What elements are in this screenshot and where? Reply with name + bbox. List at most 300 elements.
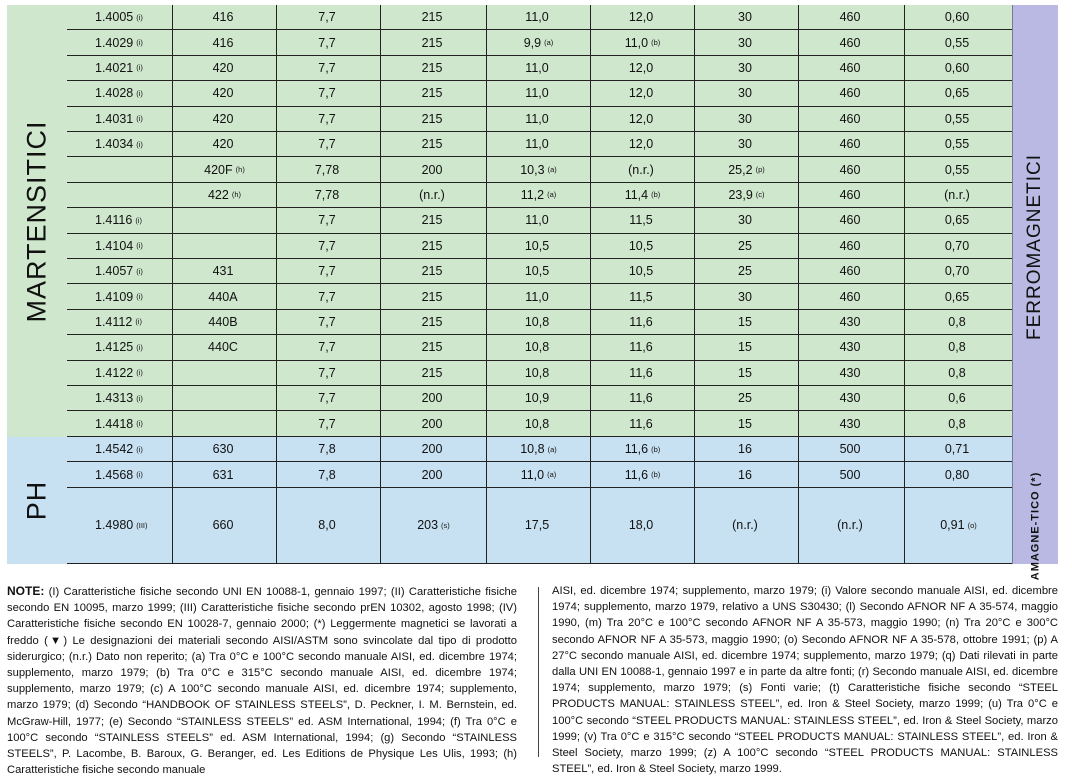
cell-value: 11,0 xyxy=(520,467,545,482)
magnetic-label-ferromagnetici: FERROMAGNETICI xyxy=(1012,5,1058,488)
cell-value: 7,7 xyxy=(318,340,336,355)
cell-value: 460 xyxy=(839,162,861,177)
cell-value: 420 xyxy=(212,137,234,152)
cell-value: 460 xyxy=(839,111,861,126)
cell-value: 0,60 xyxy=(944,60,970,75)
cell-value: 10,5 xyxy=(524,238,550,253)
cell-note-ref: (i) xyxy=(136,63,143,73)
cell-value: 215 xyxy=(421,86,443,101)
expansion-100-cell xyxy=(487,157,591,181)
aisi-cell xyxy=(173,462,277,487)
grade-cell xyxy=(67,437,173,462)
specific-heat-cell xyxy=(799,437,905,462)
table-row xyxy=(67,284,1012,309)
cell-note-ref: (i) xyxy=(136,470,143,480)
cell-value: 25,2 xyxy=(728,162,753,177)
cell-value: 1.4104 xyxy=(95,238,134,253)
cell-value: 7,7 xyxy=(318,137,336,152)
cell-value: 10,9 xyxy=(524,391,550,406)
cell-value: 460 xyxy=(839,213,861,228)
grade-cell xyxy=(67,310,173,334)
grade-cell xyxy=(67,335,173,359)
cell-value: 11,6 xyxy=(629,416,653,431)
group-label-ph: PH xyxy=(7,437,68,564)
expansion-100-cell xyxy=(487,411,591,435)
grade-cell xyxy=(67,361,173,385)
density-cell xyxy=(277,411,381,435)
expansion-315-cell xyxy=(591,56,695,80)
table-row xyxy=(67,437,1012,463)
cell-value: 10,3 xyxy=(520,162,545,177)
resistivity-cell xyxy=(905,437,1012,462)
density-cell xyxy=(277,107,381,131)
cell-value: 422 xyxy=(207,187,229,202)
cell-value: 420F xyxy=(204,162,233,177)
cell-value: 460 xyxy=(839,35,861,50)
cell-note-ref: (i) xyxy=(136,241,143,251)
cell-note-ref: (a) xyxy=(547,470,557,480)
expansion-100-cell xyxy=(487,234,591,258)
cell-value: 7,7 xyxy=(318,289,336,304)
cell-value: 7,7 xyxy=(318,264,336,279)
cell-value: 11,6 xyxy=(624,442,649,457)
table-row xyxy=(67,386,1012,411)
grade-cell xyxy=(67,259,173,283)
aisi-cell xyxy=(173,234,277,258)
resistivity-cell xyxy=(905,361,1012,385)
expansion-100-cell xyxy=(487,132,591,156)
cell-value: 7,7 xyxy=(318,416,336,431)
cell-note-ref: (i) xyxy=(136,114,143,124)
density-cell xyxy=(277,259,381,283)
density-cell xyxy=(277,284,381,308)
table-row xyxy=(67,259,1012,284)
cell-value: (n.r.) xyxy=(732,518,758,533)
expansion-100-cell xyxy=(487,5,591,29)
conductivity-cell xyxy=(695,335,799,359)
cell-note-ref: (i) xyxy=(136,368,143,378)
cell-value: 420 xyxy=(212,86,234,101)
modulus-cell xyxy=(381,208,487,232)
conductivity-cell xyxy=(695,361,799,385)
cell-value: 1.4122 xyxy=(95,365,134,380)
resistivity-cell xyxy=(905,259,1012,283)
magnetic-label-amagnetico: AMAGNE-TICO (*) xyxy=(1012,488,1058,564)
cell-value: 631 xyxy=(212,467,234,482)
specific-heat-cell xyxy=(799,132,905,156)
cell-note-ref: (i) xyxy=(136,12,143,22)
cell-value: 17,5 xyxy=(524,518,550,533)
cell-value: 0,91 xyxy=(940,518,965,533)
cell-value: 7,7 xyxy=(318,238,336,253)
resistivity-cell xyxy=(905,5,1012,29)
resistivity-cell xyxy=(905,208,1012,232)
cell-value: 500 xyxy=(839,442,861,457)
cell-value: 0,8 xyxy=(948,365,966,380)
cell-value: 7,7 xyxy=(318,35,336,50)
resistivity-cell xyxy=(905,462,1012,487)
cell-value: 11,0 xyxy=(525,60,549,75)
expansion-100-cell xyxy=(487,183,591,207)
cell-value: 1.4029 xyxy=(95,35,134,50)
cell-value: 215 xyxy=(421,264,443,279)
cell-value: 30 xyxy=(738,137,752,152)
table-row xyxy=(67,157,1012,182)
specific-heat-cell xyxy=(799,462,905,487)
specific-heat-cell xyxy=(799,30,905,54)
cell-value: 430 xyxy=(839,340,861,355)
cell-value: 1.4005 xyxy=(95,10,134,25)
grade-cell xyxy=(67,386,173,410)
grade-cell xyxy=(67,157,173,181)
expansion-100-cell xyxy=(487,462,591,487)
aisi-cell xyxy=(173,284,277,308)
expansion-315-cell xyxy=(591,208,695,232)
cell-value: 1.4418 xyxy=(95,416,134,431)
cell-value: 7,8 xyxy=(318,467,336,482)
modulus-cell xyxy=(381,183,487,207)
cell-value: 200 xyxy=(421,442,443,457)
density-cell xyxy=(277,234,381,258)
cell-note-ref: (p) xyxy=(755,165,765,175)
grade-cell xyxy=(67,107,173,131)
expansion-315-cell xyxy=(591,234,695,258)
cell-value: 460 xyxy=(839,264,861,279)
table-row xyxy=(67,56,1012,81)
cell-note-ref: (III) xyxy=(136,520,148,530)
conductivity-cell xyxy=(695,81,799,105)
table-row xyxy=(67,183,1012,208)
cell-value: 11,0 xyxy=(525,213,549,228)
cell-note-ref: (i) xyxy=(136,419,143,429)
cell-value: 11,6 xyxy=(629,365,653,380)
density-cell xyxy=(277,361,381,385)
cell-value: 0,80 xyxy=(944,467,970,482)
expansion-315-cell xyxy=(591,5,695,29)
cell-value: 23,9 xyxy=(728,187,753,202)
cell-value: 660 xyxy=(212,518,234,533)
aisi-cell xyxy=(173,81,277,105)
conductivity-cell xyxy=(695,259,799,283)
cell-value: 11,5 xyxy=(629,289,653,304)
cell-value: 1.4021 xyxy=(95,60,134,75)
cell-value: 1.4980 xyxy=(95,518,134,533)
cell-value: 9,9 xyxy=(523,35,542,50)
cell-value: 1.4116 xyxy=(95,213,133,228)
cell-value: 11,4 xyxy=(624,187,649,202)
cell-value: 203 xyxy=(417,518,439,533)
density-cell xyxy=(277,335,381,359)
cell-value: 500 xyxy=(839,467,861,482)
cell-value: 30 xyxy=(738,86,752,101)
table-row xyxy=(67,5,1012,30)
aisi-cell xyxy=(173,310,277,334)
cell-note-ref: (a) xyxy=(547,190,557,200)
cell-value: 200 xyxy=(421,467,443,482)
cell-note-ref: (i) xyxy=(136,393,143,403)
aisi-cell xyxy=(173,56,277,80)
conductivity-cell xyxy=(695,132,799,156)
resistivity-cell xyxy=(905,107,1012,131)
conductivity-cell xyxy=(695,462,799,487)
resistivity-cell xyxy=(905,386,1012,410)
cell-value: 12,0 xyxy=(628,10,654,25)
cell-value: 7,7 xyxy=(318,86,336,101)
cell-value: 0,65 xyxy=(944,213,970,228)
cell-note-ref: (h) xyxy=(231,190,242,200)
cell-value: 0,70 xyxy=(944,238,970,253)
notes-right-column xyxy=(552,583,1058,777)
density-cell xyxy=(277,437,381,462)
cell-value: 7,8 xyxy=(318,442,336,457)
cell-value: 200 xyxy=(421,162,443,177)
notes-left-column xyxy=(7,583,517,778)
grade-cell xyxy=(67,411,173,435)
cell-value: 11,0 xyxy=(525,289,549,304)
cell-value: 215 xyxy=(421,137,443,152)
modulus-cell xyxy=(381,132,487,156)
cell-value: 1.4028 xyxy=(95,86,134,101)
cell-value: 0,8 xyxy=(948,340,966,355)
cell-value: 7,7 xyxy=(318,10,336,25)
resistivity-cell xyxy=(905,488,1012,563)
expansion-100-cell xyxy=(487,488,591,563)
cell-value: 1.4057 xyxy=(95,264,134,279)
cell-note-ref: (b) xyxy=(651,190,661,200)
cell-value: 7,7 xyxy=(318,111,336,126)
cell-value: 11,6 xyxy=(629,391,653,406)
modulus-cell xyxy=(381,411,487,435)
cell-value: 0,65 xyxy=(944,289,970,304)
expansion-100-cell xyxy=(487,335,591,359)
specific-heat-cell xyxy=(799,310,905,334)
cell-value: 10,8 xyxy=(524,416,550,431)
expansion-315-cell xyxy=(591,437,695,462)
resistivity-cell xyxy=(905,284,1012,308)
resistivity-cell xyxy=(905,234,1012,258)
conductivity-cell xyxy=(695,30,799,54)
cell-value: (n.r.) xyxy=(944,187,970,202)
table-row xyxy=(67,81,1012,106)
group-label-martensitici: MARTENSITICI xyxy=(7,5,68,437)
conductivity-cell xyxy=(695,437,799,462)
expansion-315-cell xyxy=(591,284,695,308)
grade-cell xyxy=(67,234,173,258)
modulus-cell xyxy=(381,30,487,54)
cell-value: 7,7 xyxy=(318,391,336,406)
specific-heat-cell xyxy=(799,488,905,563)
cell-value: 215 xyxy=(421,340,443,355)
cell-value: 1.4034 xyxy=(95,137,134,152)
expansion-315-cell xyxy=(591,335,695,359)
density-cell xyxy=(277,30,381,54)
conductivity-cell xyxy=(695,386,799,410)
cell-value: 8,0 xyxy=(318,518,336,533)
specific-heat-cell xyxy=(799,56,905,80)
cell-value: 430 xyxy=(839,391,861,406)
expansion-315-cell xyxy=(591,462,695,487)
cell-value: 11,6 xyxy=(629,314,653,329)
conductivity-cell xyxy=(695,310,799,334)
expansion-315-cell xyxy=(591,81,695,105)
table-row xyxy=(67,488,1012,564)
expansion-100-cell xyxy=(487,361,591,385)
cell-value: 1.4568 xyxy=(95,467,134,482)
cell-value: 0,55 xyxy=(944,111,970,126)
aisi-cell xyxy=(173,208,277,232)
specific-heat-cell xyxy=(799,411,905,435)
cell-value: 460 xyxy=(839,137,861,152)
cell-value: 30 xyxy=(738,213,752,228)
cell-note-ref: (i) xyxy=(136,342,143,352)
aisi-cell xyxy=(173,488,277,563)
expansion-100-cell xyxy=(487,56,591,80)
cell-value: 0,55 xyxy=(944,137,970,152)
modulus-cell xyxy=(381,335,487,359)
cell-value: 440A xyxy=(208,289,238,304)
specific-heat-cell xyxy=(799,386,905,410)
specific-heat-cell xyxy=(799,107,905,131)
conductivity-cell xyxy=(695,56,799,80)
cell-value: 215 xyxy=(421,314,443,329)
grade-cell xyxy=(67,183,173,207)
cell-value: 416 xyxy=(212,10,234,25)
cell-note-ref: (s) xyxy=(441,520,450,530)
cell-note-ref: (a) xyxy=(547,165,557,175)
modulus-cell xyxy=(381,310,487,334)
modulus-cell xyxy=(381,386,487,410)
cell-value: 215 xyxy=(421,365,443,380)
expansion-100-cell xyxy=(487,437,591,462)
cell-value: (n.r.) xyxy=(628,162,654,177)
cell-value: 215 xyxy=(421,111,443,126)
cell-note-ref: (i) xyxy=(136,444,143,454)
resistivity-cell xyxy=(905,81,1012,105)
cell-value: 16 xyxy=(738,467,752,482)
cell-value: 215 xyxy=(421,10,443,25)
density-cell xyxy=(277,386,381,410)
grade-cell xyxy=(67,5,173,29)
conductivity-cell xyxy=(695,488,799,563)
steel-properties-table xyxy=(7,5,1057,581)
table-row xyxy=(67,132,1012,157)
expansion-315-cell xyxy=(591,386,695,410)
cell-value: 25 xyxy=(738,391,752,406)
expansion-100-cell xyxy=(487,386,591,410)
cell-value: (n.r.) xyxy=(837,518,863,533)
cell-value: 0,6 xyxy=(948,391,966,406)
cell-value: 25 xyxy=(738,264,752,279)
grade-cell xyxy=(67,488,173,563)
cell-value: 30 xyxy=(738,111,752,126)
cell-value: 0,8 xyxy=(948,416,966,431)
grade-cell xyxy=(67,284,173,308)
resistivity-cell xyxy=(905,411,1012,435)
cell-value: 215 xyxy=(421,238,443,253)
cell-value: 10,5 xyxy=(628,238,654,253)
table-row xyxy=(67,234,1012,259)
conductivity-cell xyxy=(695,411,799,435)
conductivity-cell xyxy=(695,157,799,181)
cell-note-ref: (i) xyxy=(135,317,142,327)
cell-value: (n.r.) xyxy=(419,187,445,202)
cell-value: 1.4313 xyxy=(95,391,134,406)
expansion-315-cell xyxy=(591,361,695,385)
cell-value: 7,7 xyxy=(318,365,336,380)
aisi-cell xyxy=(173,30,277,54)
cell-value: 460 xyxy=(839,289,861,304)
specific-heat-cell xyxy=(799,284,905,308)
cell-note-ref: (i) xyxy=(136,38,143,48)
density-cell xyxy=(277,157,381,181)
cell-value: 7,7 xyxy=(318,213,336,228)
modulus-cell xyxy=(381,437,487,462)
cell-value: 11,2 xyxy=(520,187,545,202)
aisi-cell xyxy=(173,259,277,283)
expansion-100-cell xyxy=(487,310,591,334)
specific-heat-cell xyxy=(799,208,905,232)
cell-value: 200 xyxy=(421,391,443,406)
cell-note-ref: (c) xyxy=(755,190,765,200)
notes-divider xyxy=(538,587,539,757)
cell-value: 25 xyxy=(738,238,752,253)
notes-label: NOTE: xyxy=(7,584,45,598)
expansion-315-cell xyxy=(591,183,695,207)
resistivity-cell xyxy=(905,30,1012,54)
aisi-cell xyxy=(173,5,277,29)
table-row xyxy=(67,310,1012,335)
cell-value: 0,55 xyxy=(944,162,970,177)
aisi-cell xyxy=(173,183,277,207)
cell-note-ref: (o) xyxy=(967,520,977,530)
cell-value: 0,70 xyxy=(944,264,970,279)
notes-right-text: AISI, ed. dicembre 1974; supplemento, marzo 1979; (i) Valore secondo manuale AISI, ed. dicembre 1974; supplemento, marzo 1979, relativo a UNS S30430; (l) Secondo AFNOR NF A 35-574, maggio 1990, (m) Tra 20°C e 100°C secondo AFNOR NF A 35-573, maggio 1990; (n) Tra 20°C e 300°C secondo AFNOR NF A 35-573, maggio 1990; (o) Secondo AFNOR NF A 35-578, ottobre 1991; (p) A 27°C secondo manuale AISI, ed. dicembre 1974; supplemento, marzo 1979; (q) Dati rilevati in parte dalla UNI EN 10088-1, gennaio 1997 e in parte da altre fonti; (r) Secondo manuale AISI, ed. dicembre 1974; supplemento, marzo 1979; (s) Fonti varie; (t) Caratteristiche fisiche secondo “STEEL PRODUCTS MANUAL: STAINLESS STEEL”, ed. Iron & Steel Society, marzo 1999; (u) Tra 0°C e 100°C secondo “STEEL PRODUCTS MANUAL: STAINLESS STEEL”, ed. Iron & Steel Society, marzo 1999; (v) Tra 0°C e 315°C secondo “STEEL PRODUCTS MANUAL: STAINLESS STEEL”, ed. Iron & Steel Society, marzo 1999; (z) A 100°C secondo “STEEL PRODUCTS MANUAL: STAINLESS STEEL”, ed. Iron & Steel Society, marzo 1999. xyxy=(552,585,1058,776)
cell-value: 200 xyxy=(421,416,443,431)
table-row xyxy=(67,30,1012,55)
expansion-100-cell xyxy=(487,284,591,308)
table-row xyxy=(67,462,1012,488)
cell-value: 215 xyxy=(421,289,443,304)
expansion-315-cell xyxy=(591,411,695,435)
specific-heat-cell xyxy=(799,5,905,29)
cell-value: 11,0 xyxy=(525,137,549,152)
cell-note-ref: (i) xyxy=(136,292,143,302)
cell-value: 1.4031 xyxy=(95,111,134,126)
cell-value: 1.4542 xyxy=(95,442,134,457)
density-cell xyxy=(277,5,381,29)
expansion-100-cell xyxy=(487,30,591,54)
specific-heat-cell xyxy=(799,335,905,359)
aisi-cell xyxy=(173,107,277,131)
cell-value: 30 xyxy=(738,35,752,50)
cell-value: 16 xyxy=(738,442,752,457)
cell-value: 10,5 xyxy=(628,264,654,279)
modulus-cell xyxy=(381,56,487,80)
expansion-315-cell xyxy=(591,259,695,283)
cell-value: 15 xyxy=(738,314,752,329)
cell-value: 7,7 xyxy=(318,60,336,75)
cell-value: 30 xyxy=(738,60,752,75)
cell-value: 0,60 xyxy=(944,10,970,25)
specific-heat-cell xyxy=(799,183,905,207)
cell-value: 11,6 xyxy=(624,467,649,482)
expansion-100-cell xyxy=(487,208,591,232)
cell-value: 0,55 xyxy=(944,35,970,50)
cell-value: 215 xyxy=(421,35,443,50)
table-row xyxy=(67,335,1012,360)
cell-note-ref: (i) xyxy=(136,88,143,98)
resistivity-cell xyxy=(905,56,1012,80)
